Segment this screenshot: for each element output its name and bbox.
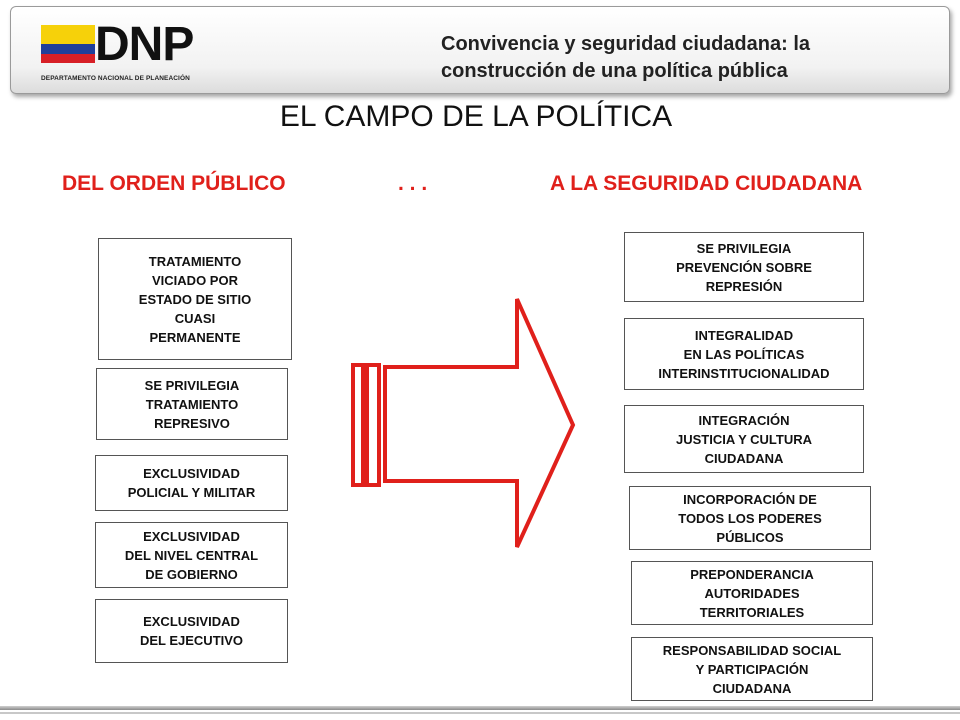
right-box-5: PREPONDERANCIA AUTORIDADES TERRITORIALES [631,561,873,625]
right-box-2: INTEGRALIDAD EN LAS POLÍTICAS INTERINSTITUCIONALIDAD [624,318,864,390]
right-box-3: INTEGRACIÓN JUSTICIA Y CULTURA CIUDADANA [624,405,864,473]
logo-text: DNP [95,18,194,71]
right-box-1: SE PRIVILEGIA PREVENCIÓN SOBRE REPRESIÓN [624,232,864,302]
right-box-4: INCORPORACIÓN DE TODOS LOS PODERES PÚBLICOS [629,486,871,550]
left-box-4: EXCLUSIVIDAD DEL NIVEL CENTRAL DE GOBIERNO [95,522,288,588]
transition-arrow [345,295,585,555]
ellipsis: . . . [398,172,428,195]
dnp-logo [41,18,231,93]
left-heading: DEL ORDEN PÚBLICO [62,172,286,195]
presentation-title: Convivencia y seguridad ciudadana: la construcción de una política pública [441,33,811,82]
slide-title: EL CAMPO DE LA POLÍTICA [279,100,673,133]
left-box-2: SE PRIVILEGIA TRATAMIENTO REPRESIVO [96,368,288,440]
footer-divider-thin [0,712,960,714]
right-heading: A LA SEGURIDAD CIUDADANA [550,172,863,195]
right-box-6: RESPONSABILIDAD SOCIAL Y PARTICIPACIÓN CIUDADANA [631,637,873,701]
left-box-3: EXCLUSIVIDAD POLICIAL Y MILITAR [95,455,288,511]
colombia-flag-icon [41,25,95,63]
footer-divider [0,706,960,710]
logo-subtitle: DEPARTAMENTO NACIONAL DE PLANEACIÓN [41,75,190,82]
header-banner [10,6,950,94]
left-box-1: TRATAMIENTO VICIADO POR ESTADO DE SITIO CUASI PERMANENTE [98,238,292,360]
left-box-5: EXCLUSIVIDAD DEL EJECUTIVO [95,599,288,663]
